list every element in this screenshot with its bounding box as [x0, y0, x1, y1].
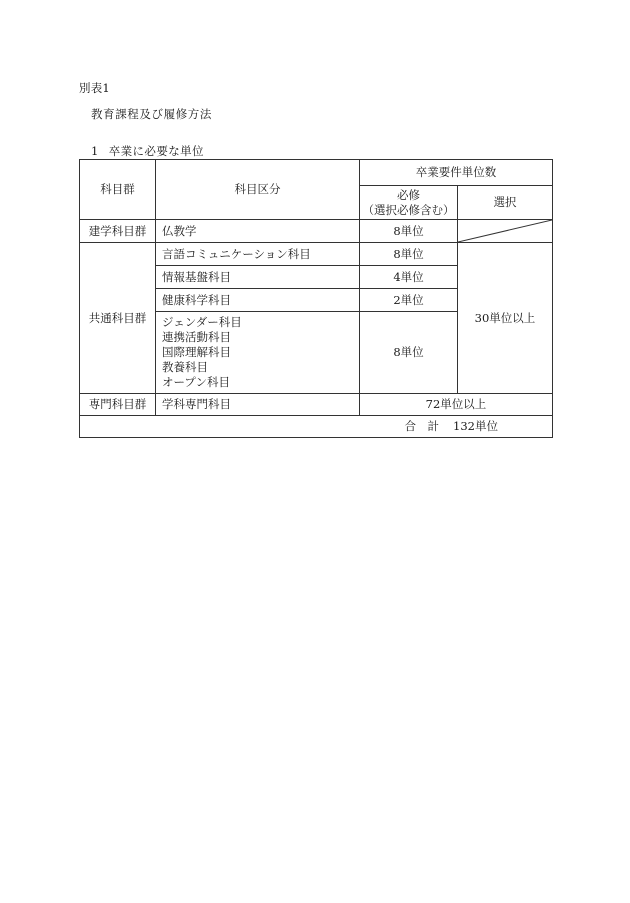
category-info: 情報基盤科目	[156, 266, 360, 289]
total-label: 合 計	[404, 419, 440, 433]
required-bukkyogaku: 8単位	[360, 220, 458, 243]
category-kyoyo: 教養科目	[162, 360, 208, 374]
header-required-note: （選択必修含む）	[362, 202, 455, 217]
required-language: 8単位	[360, 243, 458, 266]
category-gender: ジェンダー科目	[162, 315, 242, 329]
header-required-label: 必修	[397, 187, 420, 202]
group-senmon: 専門科目群	[80, 394, 156, 416]
category-health: 健康科学科目	[156, 289, 360, 312]
section-number: 1	[91, 144, 99, 158]
required-health: 2単位	[360, 289, 458, 312]
total-value: 132単位	[453, 419, 498, 433]
row-kengaku	[80, 220, 553, 243]
required-info: 4単位	[360, 266, 458, 289]
header-row-1	[80, 160, 553, 186]
graduation-requirements-table	[79, 159, 553, 438]
category-language: 言語コミュニケーション科目	[156, 243, 360, 266]
elective-kyotsu: 30単位以上	[458, 243, 553, 394]
category-open: オープン科目	[162, 375, 230, 389]
elective-empty-diagonal	[458, 220, 553, 243]
header-category: 科目区分	[156, 160, 360, 220]
required-multi: 8単位	[360, 312, 458, 394]
category-gakka-senmon: 学科専門科目	[156, 394, 360, 416]
category-multi	[156, 312, 360, 394]
row-total	[80, 416, 553, 438]
document-title: 教育課程及び履修方法	[91, 107, 212, 121]
group-kyotsu: 共通科目群	[80, 243, 156, 394]
category-bukkyogaku: 仏教学	[156, 220, 360, 243]
total-cell	[80, 416, 553, 438]
section-heading	[91, 143, 204, 159]
header-elective: 選択	[458, 186, 553, 220]
row-kyotsu-language	[80, 243, 553, 266]
section-title: 卒業に必要な単位	[108, 144, 204, 158]
header-group: 科目群	[80, 160, 156, 220]
group-kengaku: 建学科目群	[80, 220, 156, 243]
annex-label: 別表1	[79, 81, 110, 95]
diagonal-line	[458, 220, 552, 242]
category-kokusai: 国際理解科目	[162, 345, 231, 359]
units-senmon: 72単位以上	[360, 394, 553, 416]
category-renkei: 連携活動科目	[162, 330, 231, 344]
header-required	[360, 186, 458, 220]
header-units: 卒業要件単位数	[360, 160, 553, 186]
row-senmon	[80, 394, 553, 416]
